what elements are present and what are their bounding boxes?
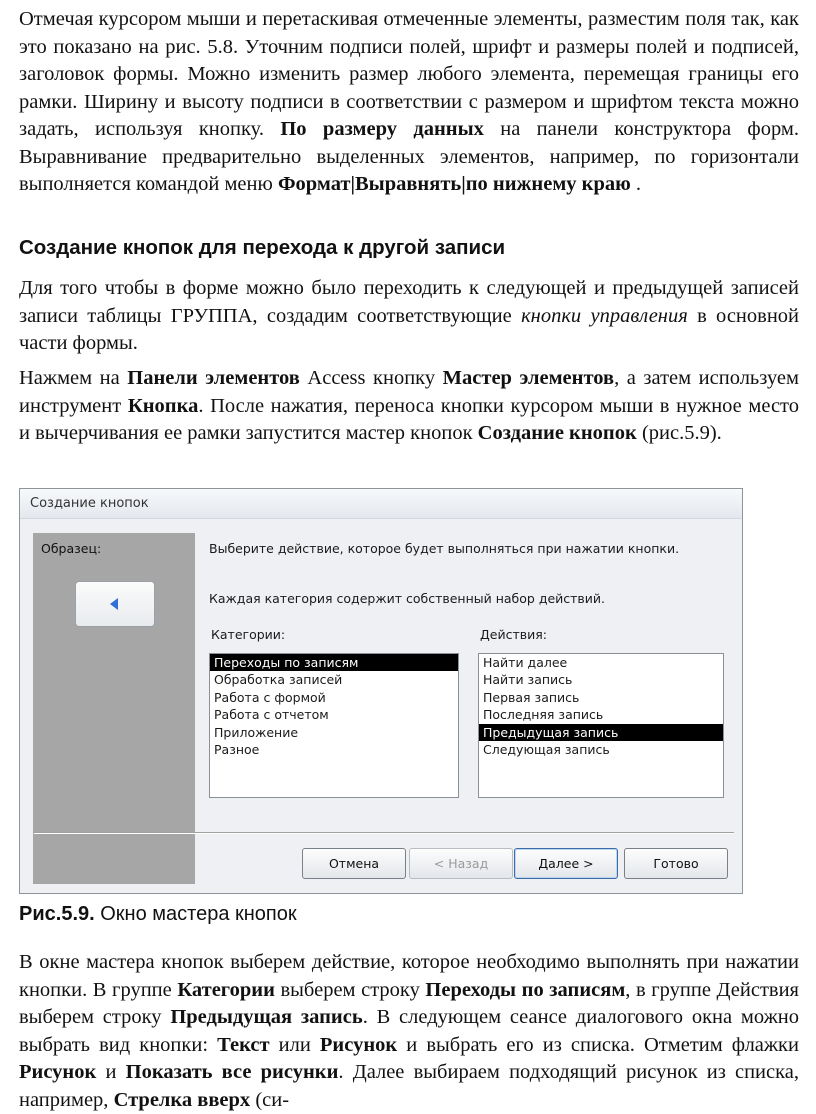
action-item[interactable]: Найти далее [483, 655, 568, 670]
actions-listbox[interactable] [478, 653, 724, 798]
back-button[interactable]: < Назад [409, 848, 513, 879]
action-item[interactable]: Предыдущая запись [479, 724, 723, 741]
paragraph-wizard-steps [19, 949, 799, 1114]
text-run: В окне мастера кнопок выберем действие, которое необходимо выполнять при нажатии кнопки. В группе [19, 951, 799, 1001]
text-run: Рисунок [319, 1033, 398, 1056]
text-run: Кнопка [127, 394, 199, 417]
finish-button[interactable]: Готово [624, 848, 728, 879]
caption-text: Окно мастера кнопок [94, 903, 297, 925]
text-run: выберем строку [274, 978, 426, 1001]
dialog-title: Создание кнопок [20, 489, 742, 519]
category-item[interactable]: Работа с отчетом [214, 707, 329, 723]
action-item[interactable]: Первая запись [483, 689, 580, 705]
text-run: , в группе Действия выберем строку [19, 978, 799, 1028]
text-run: или [269, 1033, 320, 1056]
category-item[interactable]: Приложение [214, 724, 299, 740]
text-run: Показать все рисунки [125, 1061, 339, 1083]
text-run: Текст [217, 1033, 270, 1056]
categories-listbox[interactable] [209, 653, 459, 798]
text-run: . [630, 173, 642, 195]
text-run: По размеру данных [280, 118, 484, 140]
category-item[interactable]: Работа с формой [214, 689, 326, 705]
actions-label: Действия: [480, 627, 547, 642]
text-run: . В следующем сеансе диалогового окна можно выбрать вид кнопки: [19, 1006, 799, 1056]
text-run: (рис.5.9). [636, 422, 722, 444]
text-run: и выбрать его из списка. Отметим флажки [397, 1033, 799, 1056]
action-item[interactable]: Следующая запись [483, 741, 610, 757]
text-run: . Далее выбираем подходящий рисунок из списка, например, [19, 1061, 799, 1111]
text-run: Рисунок [19, 1061, 97, 1083]
text-run: Access кнопку [299, 367, 443, 389]
text-run: в основной части формы. [19, 304, 800, 354]
text-run: Переходы по записям [425, 978, 626, 1001]
text-run: Мастер элементов [442, 367, 615, 389]
action-item[interactable]: Найти запись [483, 672, 573, 688]
caption-label: Рис.5.9. [19, 903, 95, 925]
paragraph-purpose [19, 275, 799, 358]
instruction-action: Выберите действие, которое будет выполняться при нажатии кнопки. [209, 541, 680, 556]
text-run: Панели элементов [127, 367, 300, 389]
text-run: и [96, 1061, 126, 1083]
text-run: , а затем используем инструмент [19, 367, 799, 417]
paragraph-intro [19, 6, 799, 199]
button-wizard-dialog [19, 488, 743, 894]
categories-label: Категории: [211, 627, 286, 642]
text-run: Нажмем на [19, 367, 128, 389]
text-run: Предыдущая запись [170, 1006, 363, 1028]
text-run: Категории [177, 978, 275, 1001]
text-run: Создание кнопок [477, 422, 637, 444]
text-run: на панели конструктора форм. Выравнивание предварительно выделенных элементов, например, по горизонтали выполняется командой меню [19, 118, 799, 195]
action-item[interactable]: Последняя запись [483, 707, 604, 723]
category-item[interactable]: Разное [214, 741, 260, 757]
arrow-left-icon [108, 597, 120, 611]
text-run: (си- [250, 1088, 290, 1111]
text-run: . После нажатия, переноса кнопки курсором мыши в нужное место и вычерчивания ее рамки запустится мастер кнопок [19, 394, 799, 444]
text-run: Отмечая курсором мыши и перетаскивая отмеченные элементы, разместим поля так, как это показано на рис. 5.8. Уточним подписи полей, шрифт и размеры полей и подписей, заголовок формы. Можно изменить размер любого элемента, перемещая границы его рамки. Ширину и высоту подписи в соответствии с размером и шрифтом текста можно задать, используя кнопку. [19, 8, 799, 140]
text-run: Для того чтобы в форме можно было переходить к следующей и предыдущей записей записи таблицы ГРУППА, создадим соответствующие [19, 277, 799, 327]
next-button[interactable]: Далее > [514, 848, 618, 879]
text-run: кнопки управления [521, 304, 688, 327]
cancel-button[interactable]: Отмена [302, 848, 406, 879]
sample-label: Образец: [41, 541, 102, 556]
section-heading: Создание кнопок для перехода к другой записи [19, 236, 506, 259]
sample-button-preview [75, 581, 155, 627]
instruction-category: Каждая категория содержит собственный набор действий. [209, 591, 606, 606]
category-item[interactable]: Переходы по записям [210, 654, 458, 671]
paragraph-instructions [19, 365, 799, 448]
figure-caption [19, 903, 297, 926]
text-run: Формат|Выравнять|по нижнему краю [277, 173, 631, 195]
text-run: Стрелка вверх [113, 1088, 251, 1111]
category-item[interactable]: Обработка записей [214, 672, 343, 688]
dialog-separator [34, 832, 734, 834]
